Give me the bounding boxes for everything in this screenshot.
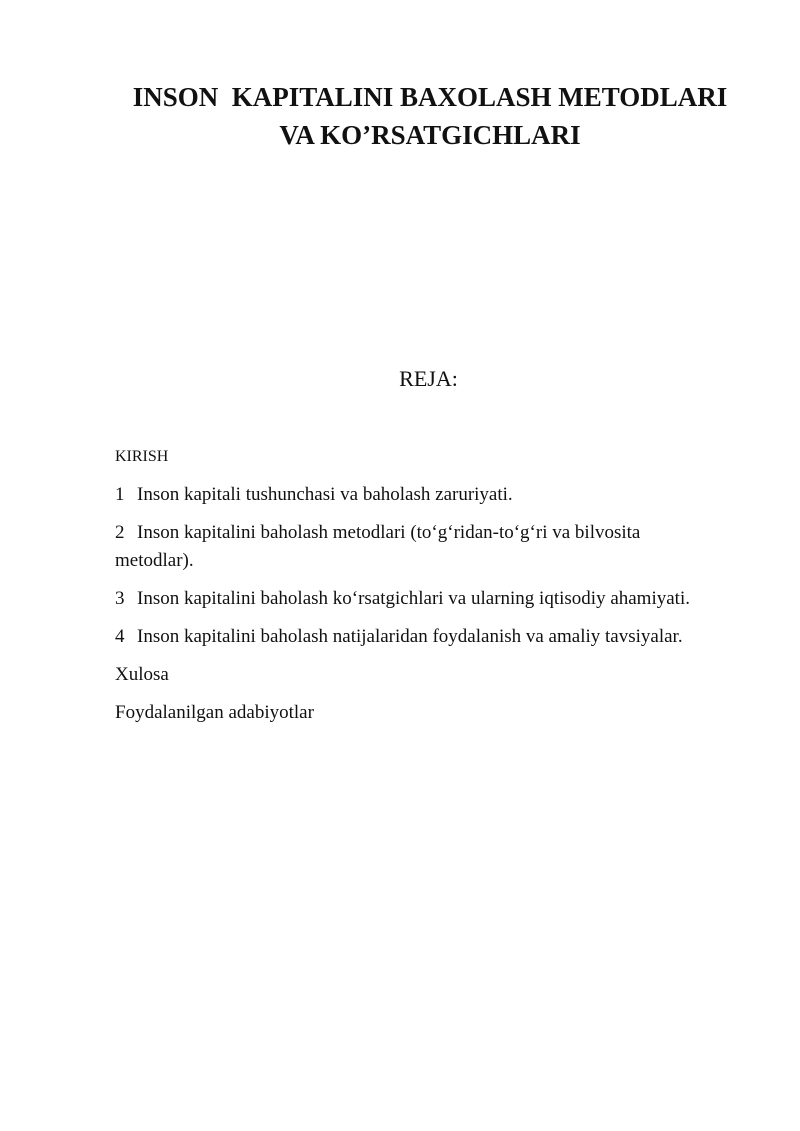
plan-list — [115, 481, 715, 737]
plan-item-2 — [115, 519, 715, 575]
plan-heading: REJA: — [399, 366, 458, 391]
plan-item-3 — [115, 585, 715, 613]
plan-item-text: Inson kapitalini baholash metodlari (to‘g‘ridan-to‘g‘ri va bilvosita metodlar). — [115, 522, 641, 571]
plan-item-text: Inson kapitalini baholash natijalaridan foydalanish va amaliy tavsiyalar. — [137, 626, 683, 647]
plan-item-number: 3 — [115, 588, 125, 609]
plan-item-number: 1 — [115, 484, 125, 505]
plan-item-number: 4 — [115, 626, 125, 647]
intro-label: KIRISH — [115, 448, 169, 465]
plan-item-text: Inson kapitali tushunchasi va baholash zaruriyati. — [137, 484, 513, 505]
references-item: Foydalanilgan adabiyotlar — [115, 702, 314, 723]
document-title: INSON KAPITALINI BAXOLASH METODLARI VA KO’RSATGICHLARI — [132, 82, 734, 150]
conclusion-item: Xulosa — [115, 664, 169, 685]
plan-item-1 — [115, 481, 715, 509]
plan-item-number: 2 — [115, 522, 125, 543]
plan-item-text: Inson kapitalini baholash ko‘rsatgichlari va ularning iqtisodiy ahamiyati. — [137, 588, 690, 609]
plan-item-4 — [115, 623, 715, 651]
